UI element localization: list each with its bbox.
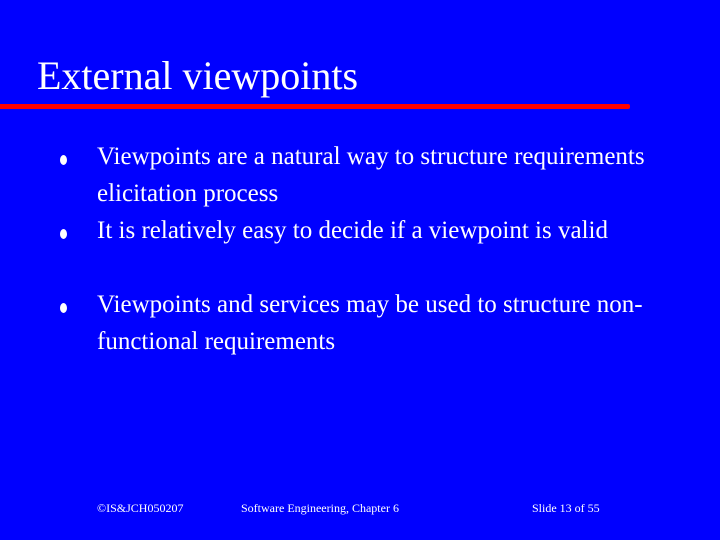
title-underline <box>0 104 630 109</box>
bullet-text: Viewpoints and services may be used to structure non-functional requirements <box>97 291 643 355</box>
bullet-item <box>0 212 720 286</box>
footer-copyright: ©IS&JCH050207 <box>97 501 184 515</box>
bullet-dot-icon <box>60 155 67 165</box>
bullet-text: It is relatively easy to decide if a viewpoint is valid <box>97 217 608 244</box>
bullet-dot-icon <box>60 303 67 313</box>
bullet-item <box>0 138 720 212</box>
slide-title: External viewpoints <box>37 53 359 98</box>
bullet-dot-icon <box>60 229 67 239</box>
bullet-text: Viewpoints are a natural way to structure requirements elicitation process <box>97 143 645 207</box>
footer-course: Software Engineering, Chapter 6 <box>241 501 399 515</box>
bullet-item <box>0 286 720 360</box>
footer-slide-number: Slide 13 of 55 <box>532 501 600 515</box>
